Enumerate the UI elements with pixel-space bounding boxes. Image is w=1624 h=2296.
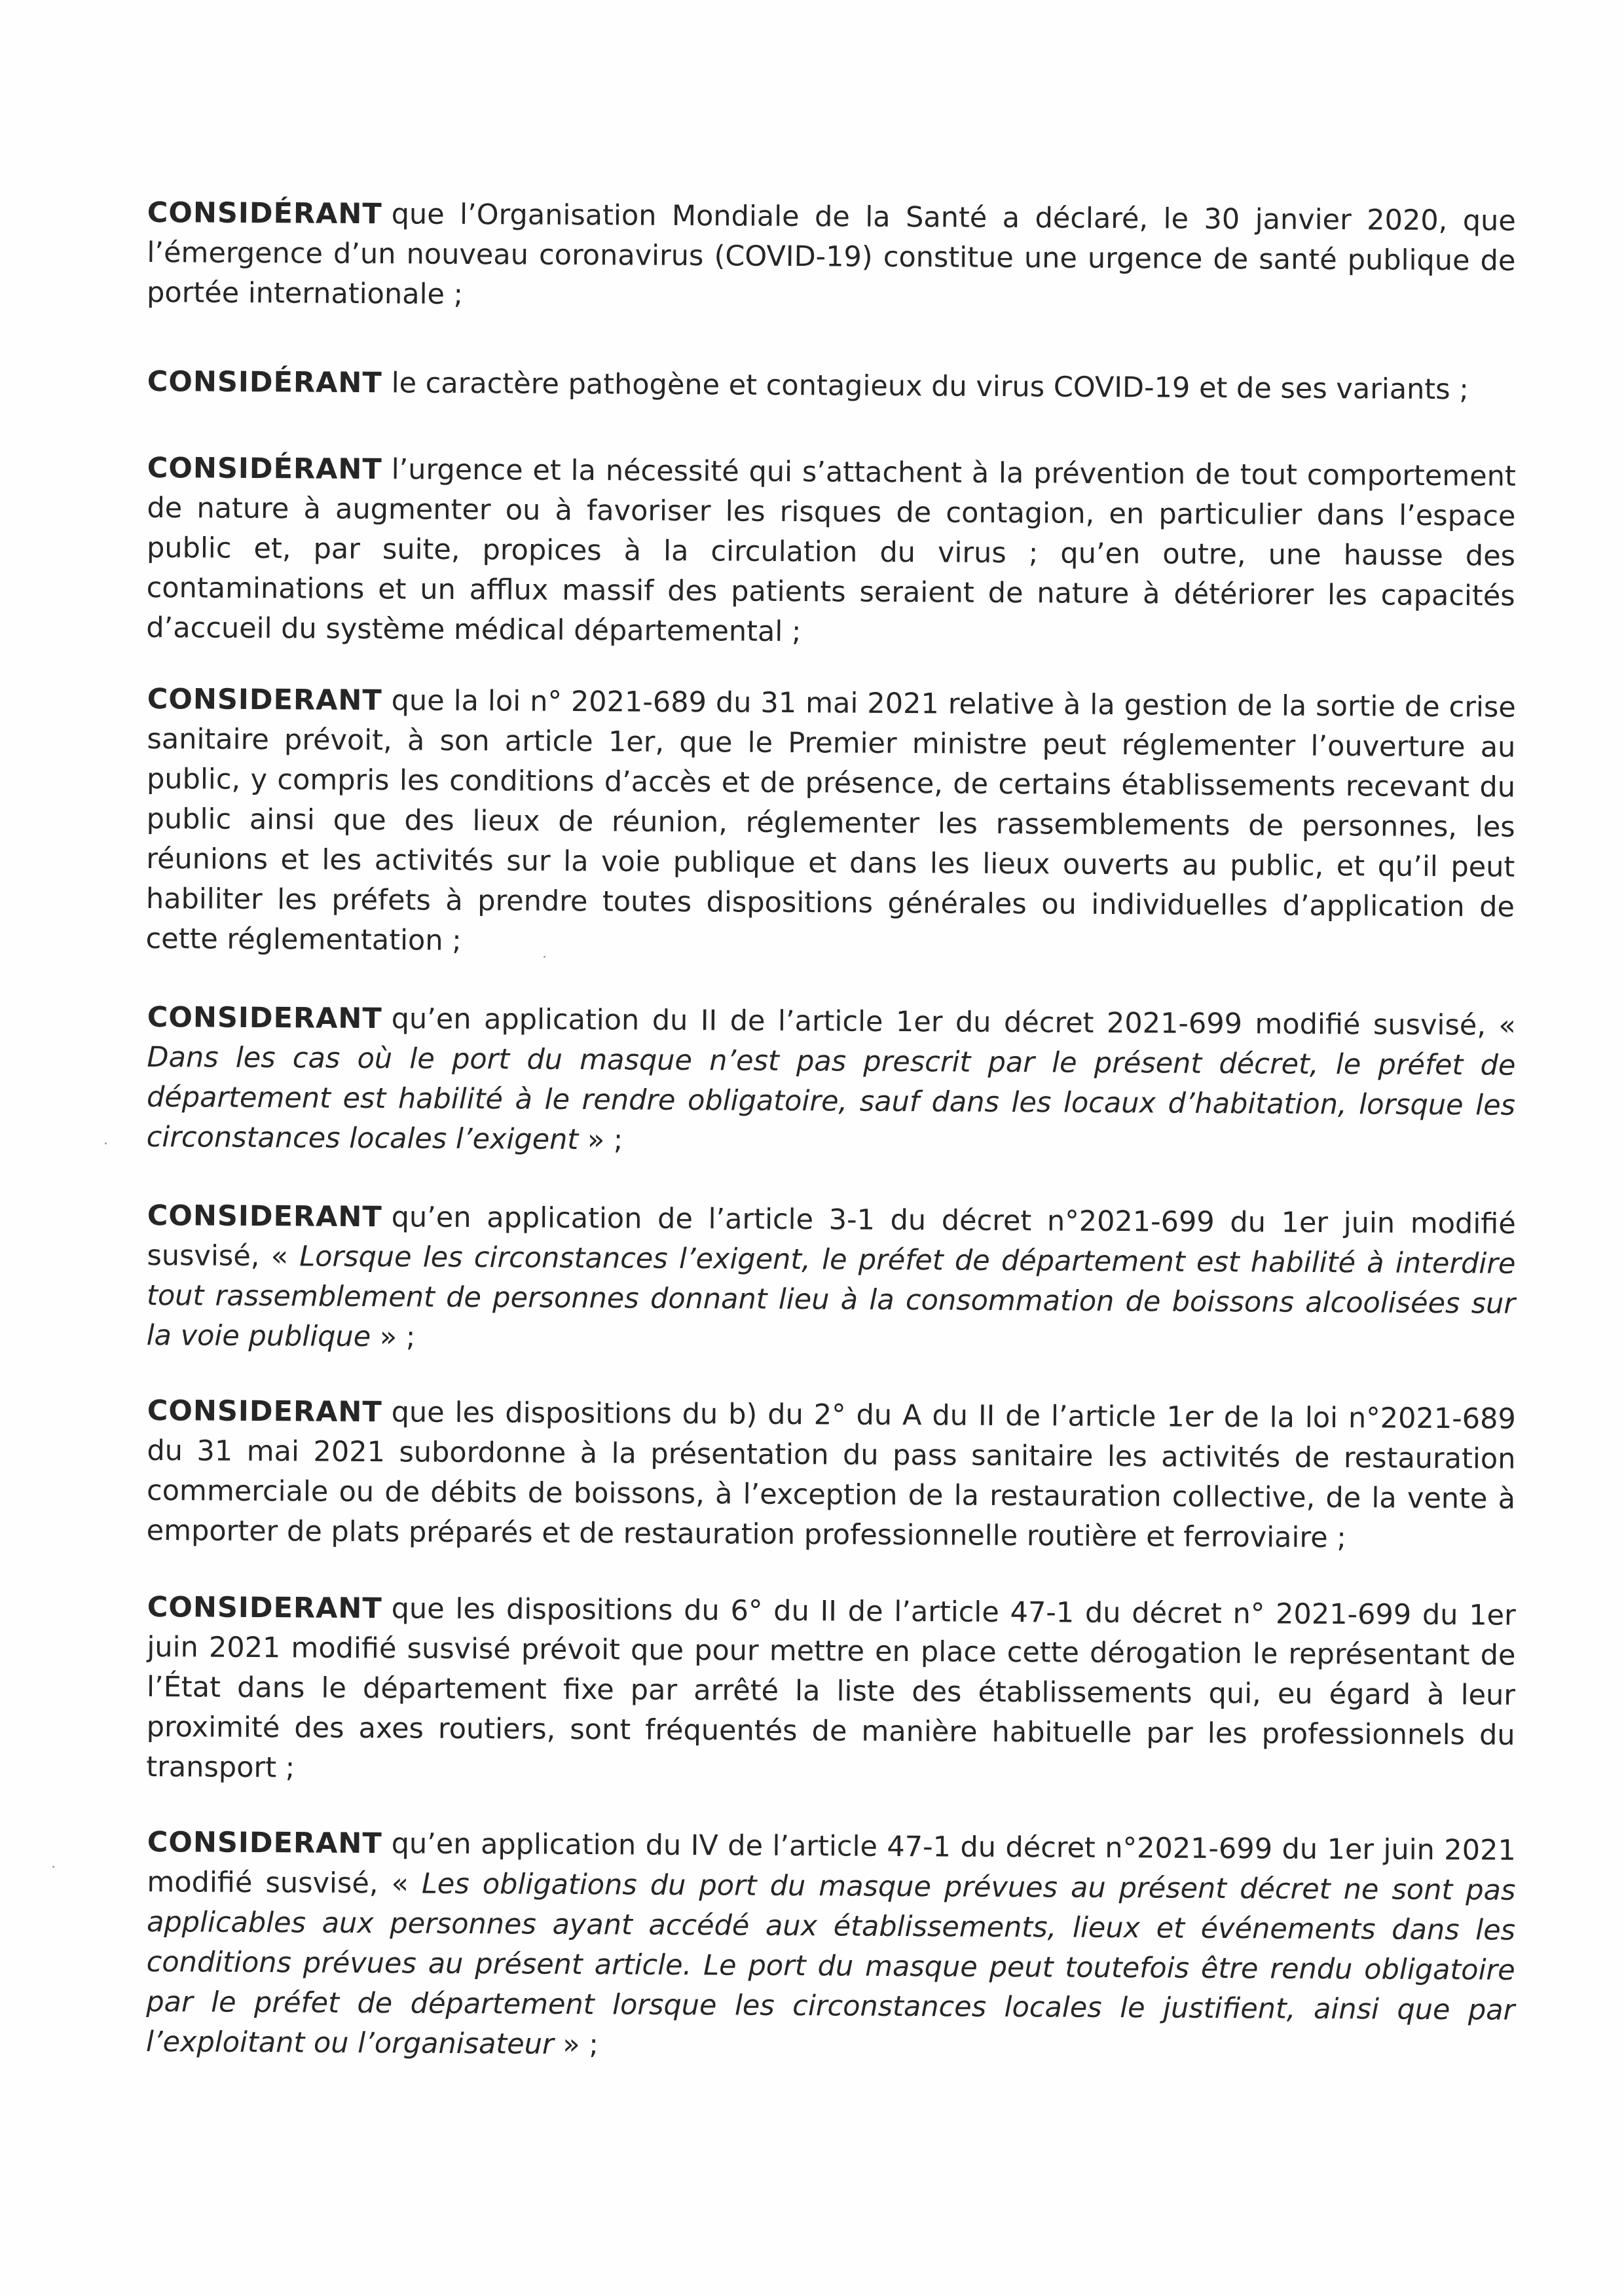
considerant-keyword: CONSIDERANT [147, 1000, 382, 1036]
paragraph-text: qu’en application du IV de l’article 47-1 du décret n°2021-699 du 1er juin 2021 modifié susvisé, « [147, 1827, 1516, 1901]
paragraph-text: que la loi n° 2021-689 du 31 mai 2021 relative à la gestion de la sortie de crise sanitaire prévoit, à son article 1er, que le Premier ministre peut réglementer l’ouverture au public, y compris les conditions d’accès et de présence, de certains établissements recevant du public ainsi que des lieux de réunion, réglementer les rassemblements de personnes, les réunions et les activités sur la voie publique et dans les lieux ouverts au public, et qu’il peut habiliter les préfets à prendre toutes dispositions générales ou individuelles d’application de cette réglementation ; [145, 684, 1516, 957]
considerant-keyword: CONSIDÉRANT [147, 196, 382, 231]
considerant-keyword: CONSIDERANT [147, 1826, 382, 1861]
scan-speck [544, 956, 545, 958]
quoted-text: Lorsque les circonstances l’exigent, le préfet de département est habilité à interdire tout rassemblement de personnes donnant lieu à la consommation de boissons alcoolisées sur la voie publique [146, 1240, 1516, 1354]
paragraph-6 [147, 1196, 1516, 1364]
paragraph-text: que les dispositions du b) du 2° du A du II de l’article 1er de la loi n°2021-689 du 31 mai 2021 subordonne à la présentation du pass sanitaire les activités de restauration commerciale ou de débits de boissons, à l’exception de la restauration collective, de la vente à emporter de plats préparés et de restauration professionnelle routière et ferroviaire ; [146, 1396, 1516, 1555]
paragraph-text: l’urgence et la nécessité qui s’attachent à la prévention de tout comportement de nature à augmenter ou à favoriser les risques de contagion, en particulier dans l’espace public et, par suite, propices à la circulation du virus ; qu’en outre, une hausse des contaminations et un afflux massif des patients seraient de nature à détériorer les capacités d’accueil du système médical départemental ; [146, 453, 1516, 649]
paragraph-text: qu’en application de l’article 3-1 du décret n°2021-699 du 1er juin modifié susvisé, « [147, 1201, 1516, 1273]
paragraph-8 [146, 1588, 1516, 1796]
considerant-keyword: CONSIDÉRANT [147, 365, 382, 400]
considerant-keyword: CONSIDÉRANT [147, 451, 382, 486]
quoted-text: Dans les cas où le port du masque n’est pas prescrit par le présent décret, le préfet de département est habilité à le rendre obligatoire, sauf dans les locaux d’habitation, lorsque les circonstances locales l’exigent [146, 1040, 1516, 1157]
considerant-keyword: CONSIDERANT [147, 1394, 382, 1429]
considerant-keyword: CONSIDERANT [147, 1199, 382, 1234]
paragraph-closing: » ; [553, 2028, 599, 2062]
considerant-keyword: CONSIDERANT [147, 1591, 382, 1626]
paragraph-4 [145, 680, 1516, 968]
paragraph-text: le caractère pathogène et contagieux du virus COVID-19 et de ses variants ; [391, 367, 1469, 407]
paragraph-text: que les dispositions du 6° du II de l’article 47-1 du décret n° 2021-699 du 1er juin 2021 modifié susvisé prévoit que pour mettre en place cette dérogation le représentant de l’État dans le département fixe par arrêté la liste des établissements qui, eu égard à leur proximité des axes routiers, sont fréquentés de manière habituelle par les professionnels du transport ; [146, 1592, 1516, 1785]
considerant-keyword: CONSIDERANT [147, 682, 382, 718]
paragraph-3 [146, 448, 1516, 657]
paragraph-5 [147, 998, 1516, 1166]
paragraph-9 [146, 1823, 1516, 2071]
paragraph-7 [147, 1391, 1516, 1559]
paragraph-text: qu’en application du II de l’article 1er du décret 2021-699 modifié susvisé, « [391, 1002, 1516, 1042]
quoted-text: Les obligations du port du masque prévues au présent décret ne sont pas applicables aux personnes ayant accédé aux établissements, lieux et événements dans les conditions prévues au présent article. Le port du masque peut toutefois être rendu obligatoire par le préfet de département lorsque les circonstances locales le justifient, ainsi que par l’exploitant ou l’organisateur [145, 1867, 1516, 2061]
paragraph-text: que l’Organisation Mondiale de la Santé a déclaré, le 30 janvier 2020, que l’émergence d’un nouveau coronavirus (COVID-19) constitue une urgence de santé publique de portée internationale ; [146, 198, 1516, 311]
paragraph-closing: » ; [578, 1123, 623, 1157]
paragraph-2 [147, 362, 1516, 410]
scan-speck [105, 1142, 107, 1144]
paragraph-1 [147, 193, 1516, 321]
paragraph-closing: » ; [371, 1321, 416, 1354]
scan-speck [52, 1866, 54, 1868]
